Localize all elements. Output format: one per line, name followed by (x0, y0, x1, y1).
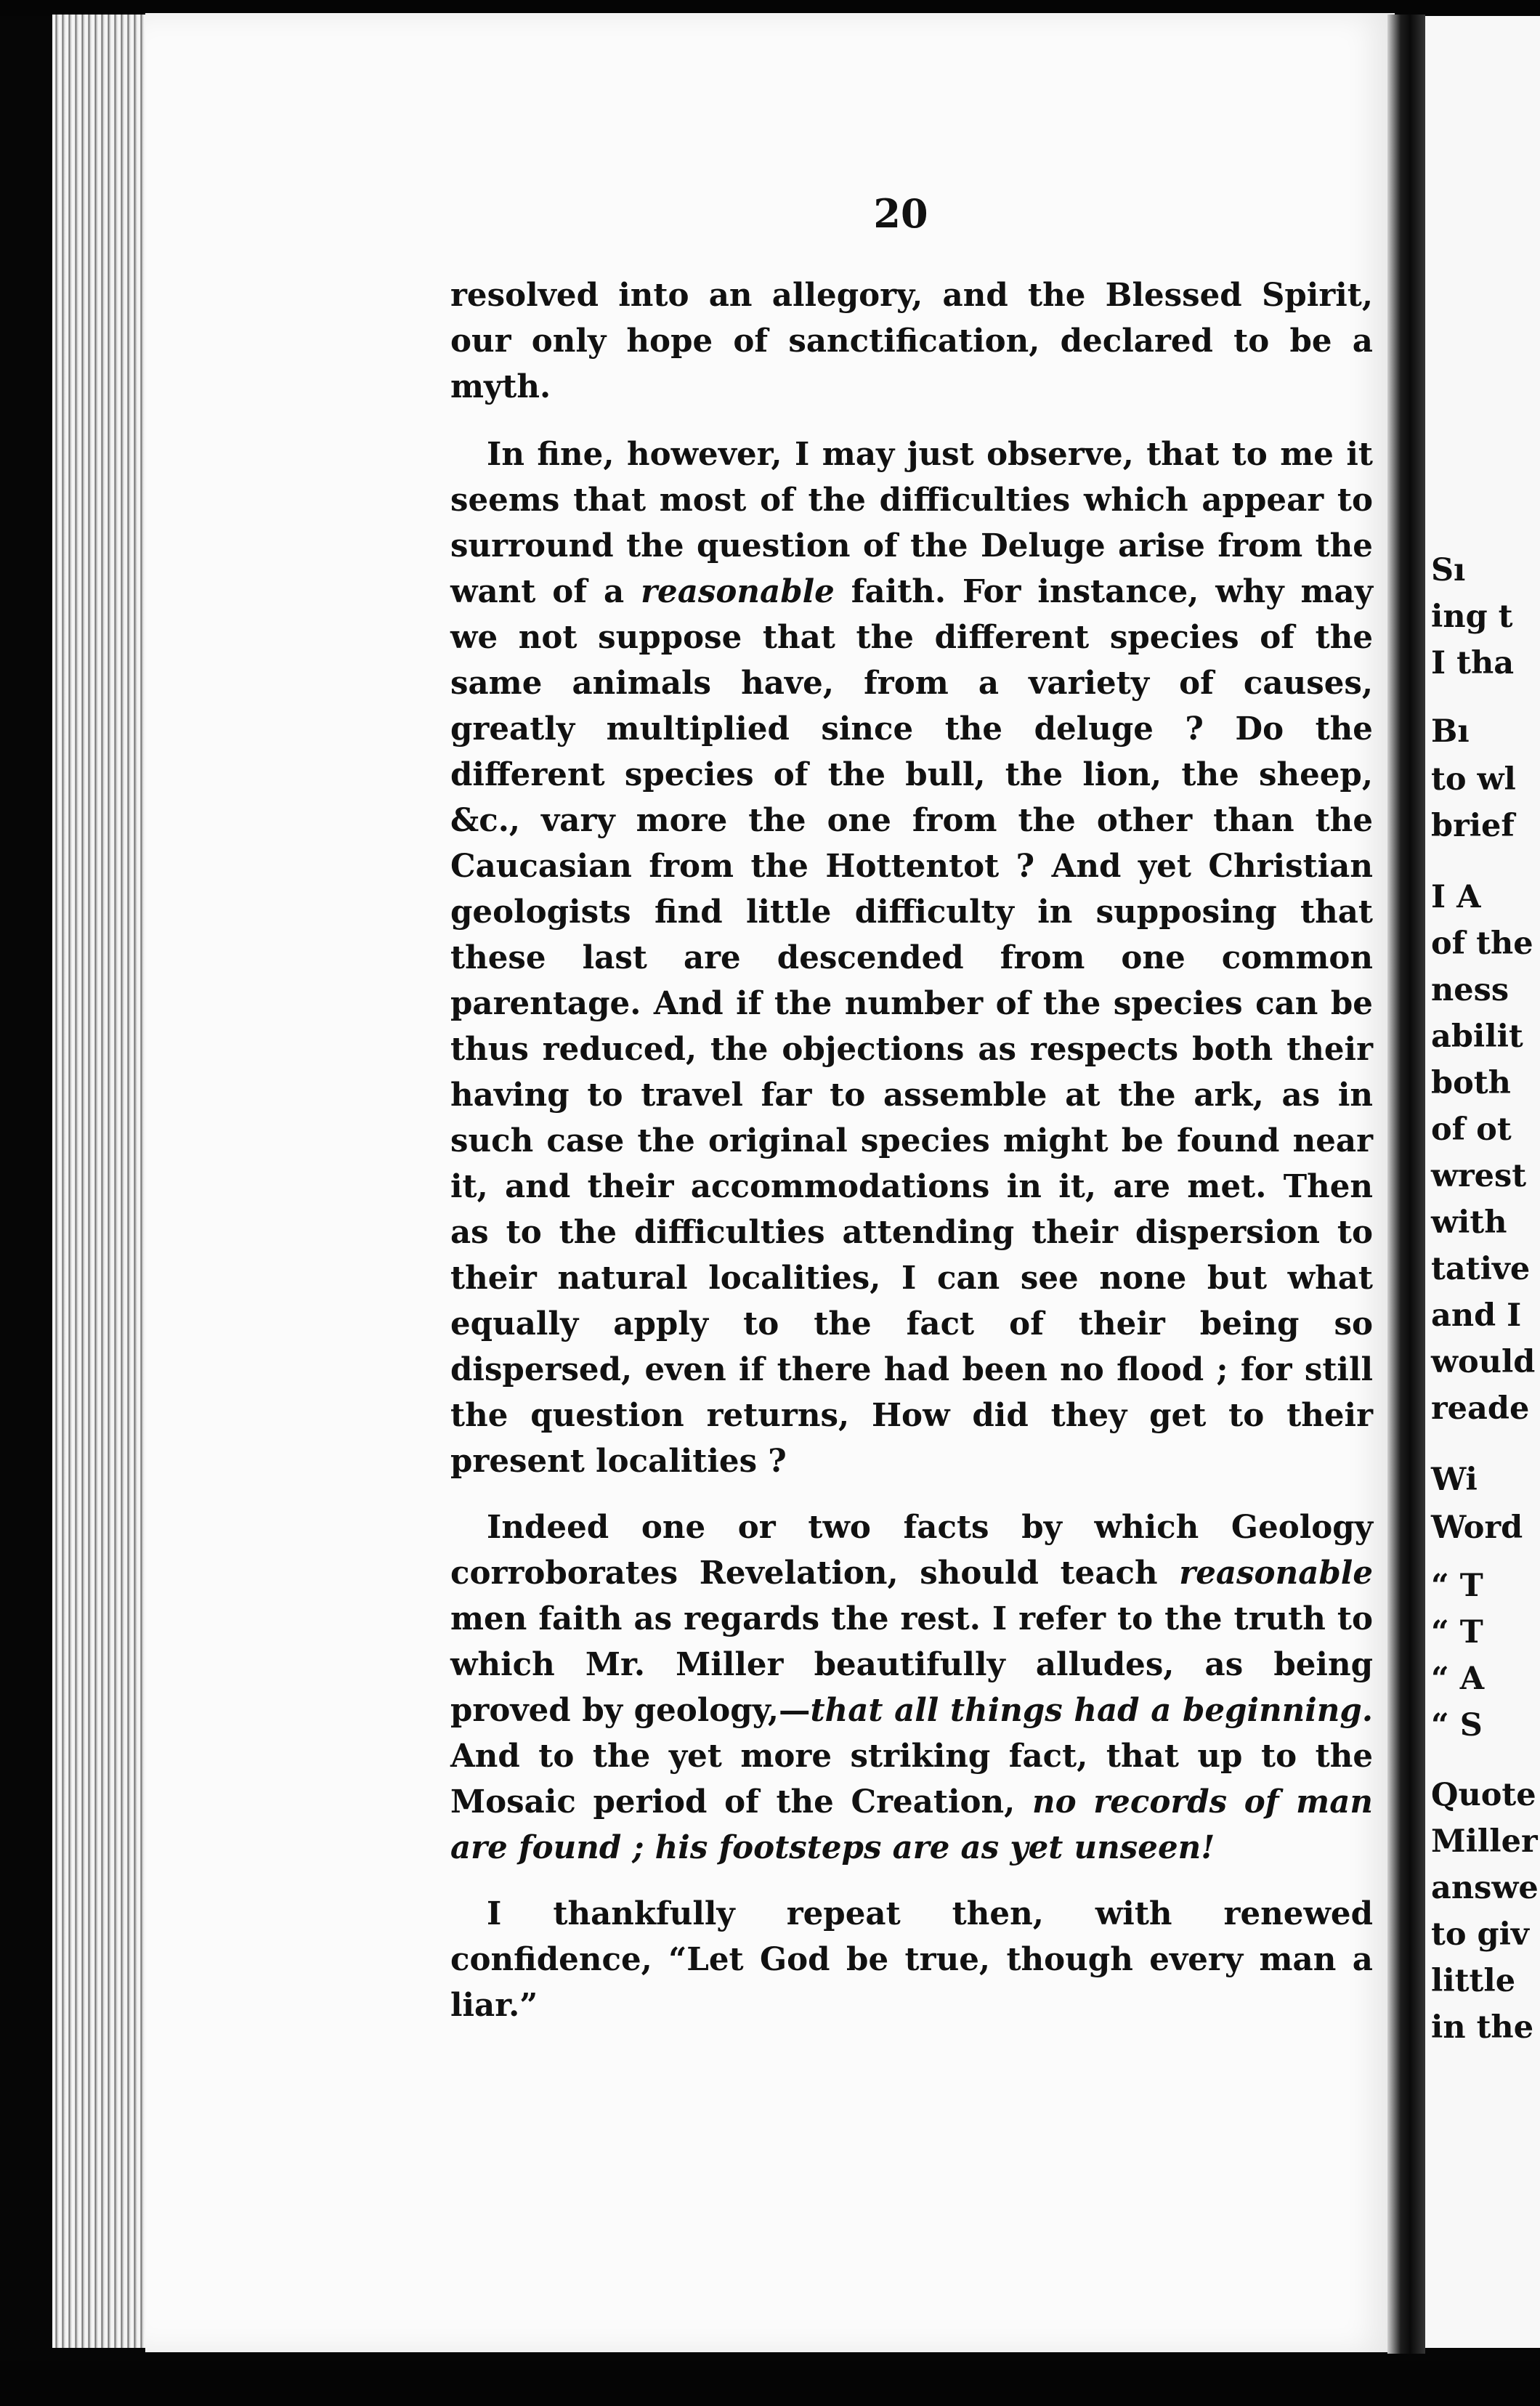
right-page-line: both (1431, 1065, 1511, 1101)
right-page-line: answe (1431, 1870, 1539, 1906)
right-page-line: “ A (1431, 1661, 1485, 1697)
right-page-line: Bı (1431, 713, 1470, 750)
right-page-line: “ T (1431, 1568, 1483, 1604)
right-page-line: “ S (1431, 1707, 1483, 1743)
paragraph-text: men faith as regards the rest. I refer to the truth to which Mr. Miller beautifully alludes, as being proved by geology,— (450, 1600, 1373, 1729)
paragraph-text: And to the yet more striking fact, that up to the Mosaic period of the Creation, (450, 1738, 1373, 1820)
paragraph-text: resolved into an allegory, and the Blessed Spirit, our only hope of sanctification, declared to be a myth. (450, 277, 1373, 405)
right-page-line: of ot (1431, 1111, 1512, 1148)
paragraph-text: In fine, however, I may just observe, that to me it seems that most of the difficulties which appear to surround the question of the Deluge arise from the want of a (450, 436, 1373, 610)
paragraph-3 (450, 1504, 1373, 1871)
right-page-line: to giv (1431, 1916, 1529, 1953)
right-page-line: little (1431, 1963, 1516, 1999)
right-page-line: Wi (1431, 1462, 1478, 1498)
right-page-line: ing t (1431, 599, 1513, 635)
right-page-line: Quote (1431, 1777, 1536, 1813)
right-page-line: abilit (1431, 1018, 1523, 1055)
paragraph-text: faith. For instance, why may we not suppose that the different species of the same animals have, from a variety of causes, greatly multiplied since the deluge ? Do the different species of the bull, the lion, the sheep, &c., vary more the one from the other than the Caucasian from the Hottentot ? And yet Christian geologists find little difficulty in supposing that these last are descended from one common parentage. And if the number of the species can be thus reduced, the objections as respects both their having to travel far to assemble at the ark, as in such case the original species might be found near it, and their accommodations in it, are met. Then as to the difficulties attending their dispersion to their natural localities, I can see none but what equally apply to the fact of their being so dispersed, even if there had been no flood ; for still the question returns, How did they get to their present localities ? (450, 573, 1374, 1480)
right-page-line: wrest (1431, 1158, 1527, 1194)
right-page-line: Miller (1431, 1823, 1538, 1860)
book-gutter (1387, 15, 1425, 2354)
page-text (450, 272, 1373, 2049)
right-page-line: would (1431, 1344, 1536, 1380)
paragraph-2 (450, 432, 1373, 1484)
page-number: 20 (873, 190, 928, 237)
right-page-line: Sı (1431, 552, 1466, 588)
italic-emphasis: no records of man are found ; his footsteps are as yet unseen! (450, 1783, 1374, 1866)
right-page-line: “ T (1431, 1614, 1483, 1650)
italic-emphasis: reasonable (641, 573, 835, 610)
right-page-line: tative (1431, 1251, 1531, 1287)
paragraph-text: I thankfully repeat then, with renewed confidence, “Let God be true, though every man a liar.” (450, 1895, 1373, 2024)
italic-emphasis: reasonable (1179, 1555, 1373, 1592)
right-page-line: reade (1431, 1390, 1530, 1427)
right-page-line: with (1431, 1204, 1507, 1241)
italic-emphasis: that all things had a beginning. (810, 1692, 1373, 1729)
right-page-fragment (1425, 16, 1540, 2348)
right-page-line: of the (1431, 925, 1533, 962)
right-page-line: ness (1431, 972, 1509, 1008)
paragraph-4 (450, 1891, 1373, 2028)
paragraph-1 (450, 272, 1373, 410)
right-page-line: brief (1431, 808, 1515, 844)
right-page-line: I tha (1431, 645, 1515, 681)
right-page-line: Word (1431, 1510, 1523, 1546)
paragraph-text: Indeed one or two facts by which Geology corroborates Revelation, should teach (450, 1509, 1373, 1592)
right-page-line: to wl (1431, 761, 1516, 798)
right-page-line: in the (1431, 2009, 1534, 2046)
scan-border-bottom (0, 2361, 1540, 2406)
right-page-line: and I (1431, 1297, 1522, 1334)
right-page-line: I A (1431, 879, 1481, 915)
